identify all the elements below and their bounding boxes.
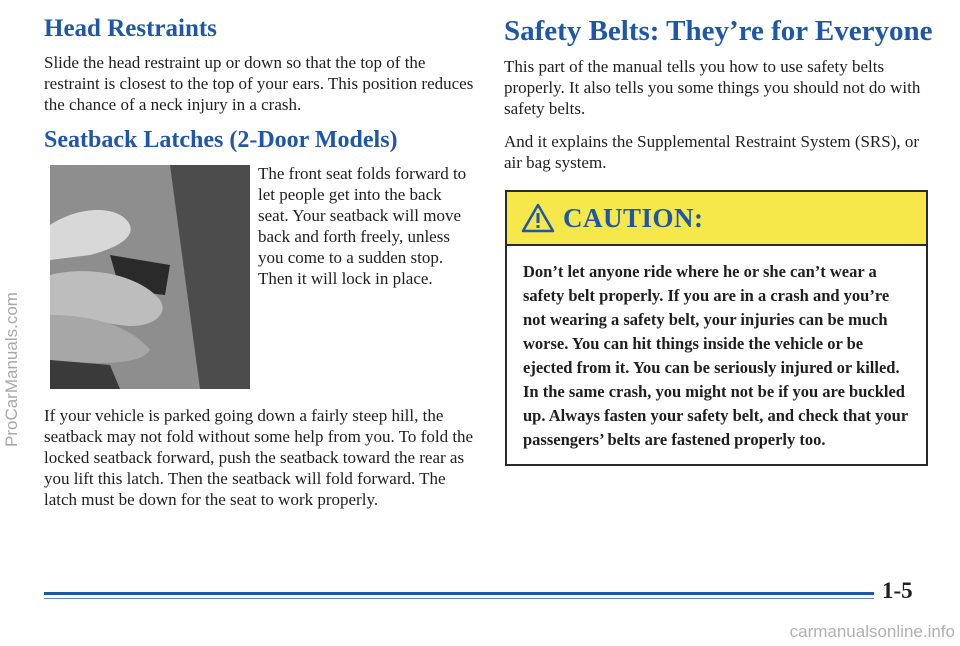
caution-header	[507, 192, 926, 246]
safety-belts-intro-2: And it explains the Supplemental Restraint System (SRS), or air bag system.	[504, 132, 920, 172]
seatback-latches-text: If your vehicle is parked going down a fairly steep hill, the seatback may not fold without some help from you. To fold the locked seatback forward, push the seatback toward the rear as you lift this latch. Then the seatback will fold forward. The latch must be down for the seat to work properly.	[44, 406, 474, 509]
seatback-latch-photo	[50, 165, 250, 389]
caution-text: Don’t let anyone ride where he or she can’t wear a safety belt properly. If you are in a crash and you’re not wearing a safety belt, your injuries can be much worse. You can hit things inside the vehicle or be ejected from it. You can be seriously injured or killed. In the same crash, you might not be if you are buckled up. Always fasten your safety belt, and check that your passengers’ belts are fastened properly too.	[523, 262, 908, 449]
bottom-watermark: carmanualsonline.info	[789, 622, 955, 641]
footer-rule-thin	[44, 598, 874, 599]
caution-box	[505, 190, 928, 466]
head-restraints-title: Head Restraints	[44, 15, 217, 42]
footer-rule	[44, 592, 874, 595]
seatback-latches-title: Seatback Latches (2-Door Models)	[44, 127, 398, 153]
warning-triangle-icon	[521, 203, 555, 233]
seatback-figure-text: The front seat folds forward to let people get into the back seat. Your seatback will move back and forth freely, unless you come to a sudden stop. Then it will lock in place.	[258, 164, 467, 288]
safety-belts-title: Safety Belts: They’re for Everyone	[504, 15, 933, 47]
seatback-figure-row	[44, 163, 476, 393]
head-restraints-text: Slide the head restraint up or down so that the top of the restraint is closest to the top of your ears. This position reduces the chance of a neck injury in a crash.	[44, 53, 474, 114]
side-watermark: ProCarManuals.com	[2, 292, 21, 448]
page-number: 1-5	[882, 578, 913, 603]
caution-title: CAUTION:	[563, 202, 704, 233]
left-column	[44, 14, 476, 510]
right-column	[504, 14, 936, 173]
safety-belts-intro-1: This part of the manual tells you how to use safety belts properly. It also tells you some things you should not do with safety belts.	[504, 57, 921, 118]
